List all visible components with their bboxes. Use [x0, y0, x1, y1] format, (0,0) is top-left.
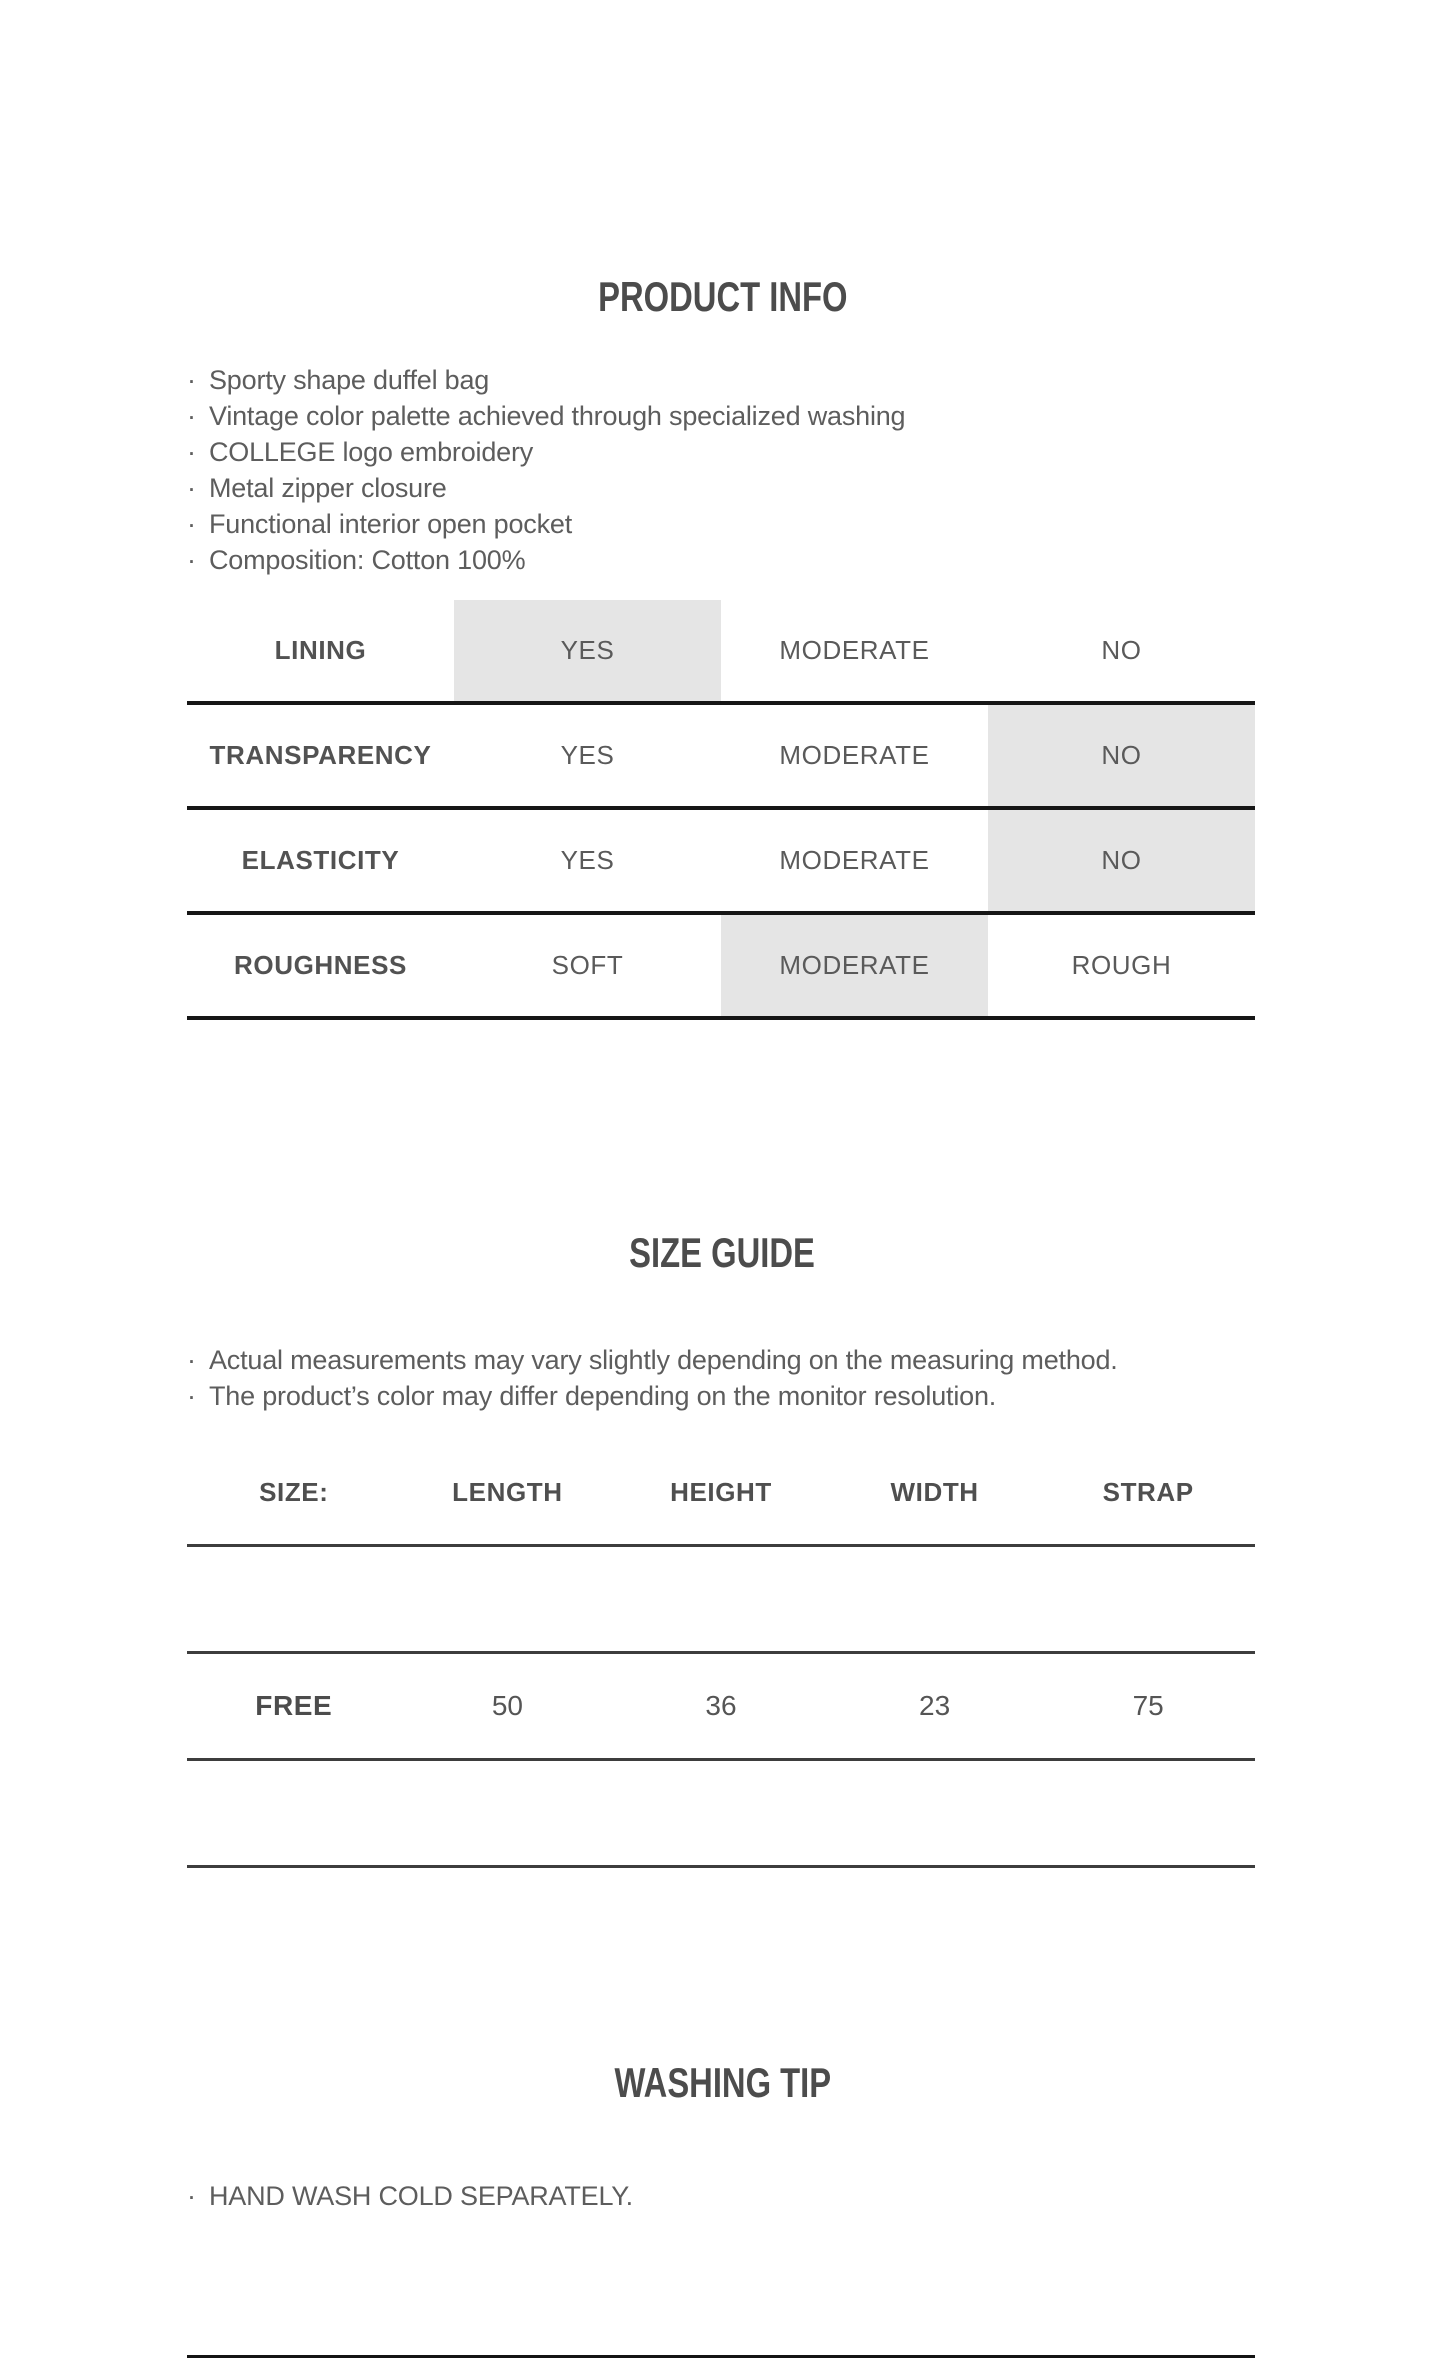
bullet-icon: ·: [187, 545, 196, 575]
feature-text: Composition: Cotton 100%: [209, 545, 526, 575]
row-label: LINING: [274, 635, 367, 665]
bullet-icon: ·: [187, 1381, 196, 1411]
measure-cell-strap: 75: [1132, 1690, 1164, 1721]
row-label: TRANSPARENCY: [209, 740, 432, 770]
measure-cell-width: 23: [919, 1690, 951, 1721]
list-item: [187, 542, 905, 578]
size-guide-title: [0, 1229, 1445, 1276]
option-cell: YES: [454, 600, 721, 701]
note-text: Actual measurements may vary slightly depending on the measuring method.: [209, 1345, 1118, 1375]
washing-tip-notes: [187, 2178, 633, 2214]
option-cell: YES: [560, 740, 615, 770]
size-guide-notes: [187, 1342, 1118, 1414]
bullet-icon: ·: [187, 401, 196, 431]
size-table-header-row: [187, 1440, 1255, 1547]
bullet-icon: ·: [187, 509, 196, 539]
note-text: The product’s color may differ depending on the monitor resolution.: [209, 1381, 997, 1411]
column-header: STRAP: [1102, 1476, 1194, 1507]
washing-tip-title-text: WASHING TIP: [614, 2059, 831, 2106]
option-cell: SOFT: [551, 950, 624, 980]
table-row-elasticity: [187, 810, 1255, 915]
bullet-icon: ·: [187, 437, 196, 467]
row-label: ELASTICITY: [241, 845, 400, 875]
fabric-property-table: [187, 600, 1255, 1020]
product-info-title-text: PRODUCT INFO: [597, 273, 848, 320]
option-cell: YES: [560, 845, 615, 875]
note-text: HAND WASH COLD SEPARATELY.: [209, 2181, 633, 2211]
feature-text: COLLEGE logo embroidery: [209, 437, 534, 467]
product-feature-list: [187, 362, 905, 578]
measure-cell-height: 36: [705, 1690, 737, 1721]
washing-tip-title: [0, 2059, 1445, 2106]
option-cell: MODERATE: [779, 635, 930, 665]
list-item: [187, 470, 905, 506]
option-cell: ROUGH: [1071, 950, 1172, 980]
bullet-icon: ·: [187, 2181, 196, 2211]
list-item: [187, 1342, 1118, 1378]
option-cell: MODERATE: [779, 845, 930, 875]
option-cell: MODERATE: [779, 740, 930, 770]
column-header: WIDTH: [890, 1476, 979, 1507]
table-row-roughness: [187, 915, 1255, 1020]
measure-cell-length: 50: [491, 1690, 523, 1721]
size-name-cell: FREE: [255, 1690, 333, 1721]
table-spacer-row: [187, 1547, 1255, 1654]
bullet-icon: ·: [187, 365, 196, 395]
size-table: [187, 1440, 1255, 1868]
column-header: HEIGHT: [670, 1476, 772, 1507]
list-item: [187, 506, 905, 542]
table-spacer-row: [187, 1761, 1255, 1868]
list-item: [187, 1378, 1118, 1414]
row-label: ROUGHNESS: [234, 950, 407, 980]
feature-text: Metal zipper closure: [209, 473, 447, 503]
option-cell: NO: [988, 810, 1255, 911]
column-header: LENGTH: [452, 1476, 563, 1507]
table-row-transparency: [187, 705, 1255, 810]
feature-text: Vintage color palette achieved through specialized washing: [209, 401, 906, 431]
column-header: SIZE:: [259, 1476, 329, 1507]
bullet-icon: ·: [187, 1345, 196, 1375]
list-item: [187, 2178, 633, 2214]
list-item: [187, 398, 905, 434]
list-item: [187, 434, 905, 470]
feature-text: Functional interior open pocket: [209, 509, 573, 539]
list-item: [187, 362, 905, 398]
size-guide-title-text: SIZE GUIDE: [629, 1229, 816, 1276]
option-cell: NO: [988, 705, 1255, 806]
feature-text: Sporty shape duffel bag: [209, 365, 490, 395]
size-table-row-free: [187, 1654, 1255, 1761]
product-info-title: [0, 273, 1445, 320]
option-cell: NO: [1101, 635, 1142, 665]
bullet-icon: ·: [187, 473, 196, 503]
option-cell: MODERATE: [721, 915, 988, 1016]
table-row-lining: [187, 600, 1255, 705]
